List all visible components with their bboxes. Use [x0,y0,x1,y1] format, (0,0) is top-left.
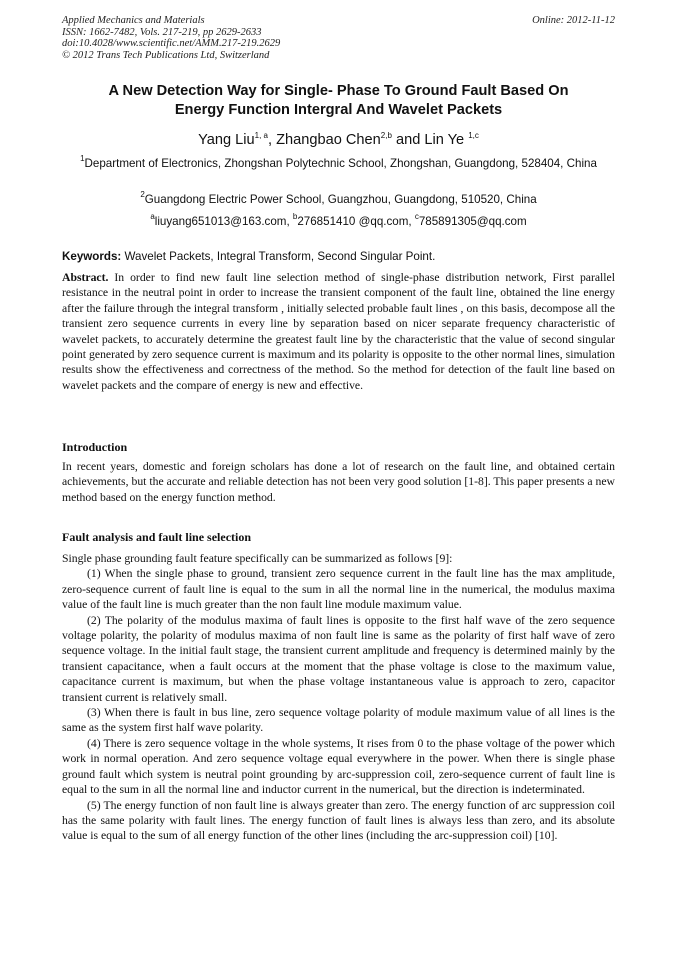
affiliation-2-text: Guangdong Electric Power School, Guangzhou, Guangdong, 510520, China [144,193,537,206]
doi-line: doi:10.4028/www.scientific.net/AMM.217-219.2629 [62,38,281,50]
email-c-mark: c [414,212,419,221]
keywords-label: Keywords: [62,250,122,263]
email-a: liuyang651013@163.com, [154,215,293,228]
paper-title [62,82,615,120]
journal-name: Applied Mechanics and Materials [62,15,205,26]
fault-section-heading: Fault analysis and fault line selection [62,530,252,544]
title-line-2: Energy Function Intergral And Wavelet Packets [174,102,503,118]
issn-line: ISSN: 1662-7482, Vols. 217-219, pp 2629-2633 [62,26,262,38]
introduction-heading: Introduction [62,440,128,454]
fault-section-body [62,551,615,844]
affiliation-1-mark: 1 [80,154,85,163]
title-line-1: A New Detection Way for Single- Phase To Ground Fault Based On [108,83,569,99]
author-2: , Zhangbao Chen [268,132,381,148]
abstract [62,270,615,393]
abstract-text: In order to find new fault line selection method of single-phase distribution network, First parallel resistance in the neutral point in order to increase the transient component of the fault line, obtained the line energy after the failure through the integral transform , initially selected probable fault lines , on this basis, decompose all the transient zero sequence currents in every line by separation based on nicer separate frequency characteristic of wavelet packets, to accurately determine the greatest fault line by the characteristic that the value of second singular point generated by zero sequence current is maximum and its polarity is opposite to the other normal lines, simulation results show the effectiveness and correctness of the method. So the method for detection of the fault line based on wavelet packets and the compare of energy is new and effective. [62,271,615,392]
fault-feature-4: (4) There is zero sequence voltage in the whole systems, It rises from 0 to the phase voltage of the power which work in normal operation. And zero sequence voltage equal everywhere in the power. When there is single phase ground fault which system is neutral point grounding by arc-suppression coil, zero-sequence current of fault line is equal to the sum in all the normal line and inductor current in the numerical, but the direction is indeterminated. [62,736,615,797]
fault-section-lead: Single phase grounding fault feature specifically can be summarized as follows [9]: [62,552,453,565]
email-c: 785891305@qq.com [418,215,527,228]
author-list [62,131,615,149]
email-a-mark: a [150,212,155,221]
author-1-affil: 1, a [254,131,268,140]
fault-feature-3: (3) When there is fault in bus line, zero sequence voltage polarity of module maximum value of all lines is the same as the system first half wave polarity. [62,706,615,735]
email-b-mark: b [292,212,298,221]
affiliation-1 [62,154,615,172]
fault-feature-5: (5) The energy function of non fault line is always greater than zero. The energy function of arc suppression coil has the same polarity with fault lines. The energy function of fault lines is always less than zero, and its absolute value is equal to the sum of all energy function of the other lines (including the arc-suppression coil) [10]. [62,798,615,843]
author-2-affil: 2,b [380,131,392,140]
journal-header [62,15,280,61]
author-3-affil: 1,c [468,131,479,140]
email-b: 276851410 @qq.com, [297,215,415,228]
affiliation-2-mark: 2 [140,190,145,199]
abstract-label: Abstract. [62,271,109,284]
fault-feature-1: (1) When the single phase to ground, transient zero sequence current in the fault line has the max amplitude, zero-sequence current of fault line is equal to the sum in all the normal line in the numerical, the modulus maxima value of the fault line is much greater than the non fault line module maximum value. [62,567,615,612]
fault-feature-2: (2) The polarity of the modulus maxima of fault lines is opposite to the first half wave of the zero sequence voltage polarity, the polarity of modulus maxima of non fault line is same as the polarity of first half wave of zero sequence voltage. In the initial fault stage, the transient current amplitude and frequency is determined mainly by the transient capacitance, when a fault occurs at the moment that the phase voltage is close to the maximum value, capacitance current is maximum, but when the phase voltage instantaneous value is approach to zero, capacitor transient current is relatively small. [62,613,615,704]
author-1: Yang Liu [198,132,255,148]
introduction-text: In recent years, domestic and foreign scholars has done a lot of research on the fault line, and obtained certain achievements, but the accurate and reliable detection has not been very good solution [1-8]. This paper presents a new method based on the energy function method. [62,460,615,504]
copyright-line: © 2012 Trans Tech Publications Ltd, Switzerland [62,49,270,61]
affiliation-1-text: Department of Electronics, Zhongshan Polytechnic School, Zhongshan, Guangdong, 528404, China [84,157,597,170]
affiliation-2 [62,190,615,208]
author-emails [62,212,615,230]
online-date: Online: 2012-11-12 [532,15,615,26]
keywords-text: Wavelet Packets, Integral Transform, Second Singular Point. [121,250,436,263]
author-3: and Lin Ye [391,132,469,148]
keywords [62,250,615,264]
